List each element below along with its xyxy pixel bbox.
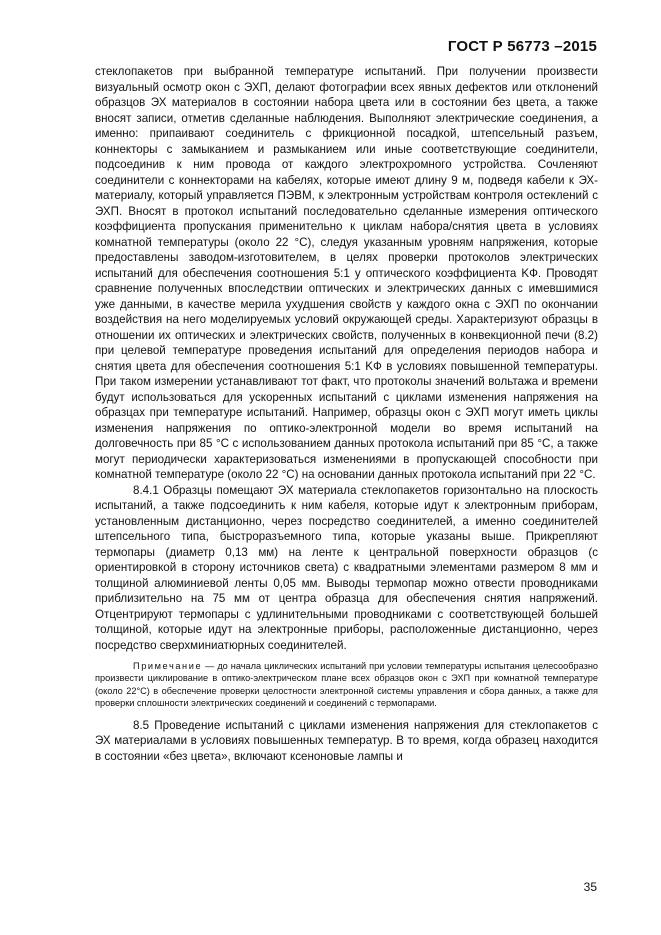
paragraph-continuation: стеклопакетов при выбранной температуре испытаний. При получении произвести визуальный осмотр окон с ЭХП, делают фотографии всех явных дефектов или отклонений образцов ЭХ материалов в состоянии набора цвета или в состоянии без цвета, а также вносят записи, отметив сделанные наблюдения. Выполняют электрические соединения, а именно: припаивают соединитель с фрикционной посадкой, штепсельный разъем, коннекторы с замыканием и размыканием или иные соответствующие соединители, подсоединив к ним провода от каждого электрохромного устройства. Сочленяют соединители с коннекторами на кабелях, которые имеют длину 9 м, подведя кабели к ЭХ-материалу, который управляется ПЭВМ, к электронным устройствам контроля остеклений с ЭХП. Вносят в протокол испытаний последовательно сделанные измерения оптического коэффициента пропускания применительно к циклам набора/снятия цвета в условиях комнатной температуры (около 22 °С), следуя указанным уровням напряжения, которые предоставлены заводом-изготовителем, в целях проверки протоколов электрических испытаний для обеспечения соотношения 5:1 у оптического коэффициента KФ. Проводят сравнение полученных впоследствии оптических и электрических данных с имевшимися уже данными, в качестве мерила ухудшения свойств у каждого окна с ЭХП по окончании воздействия на него моделируемых условий окружающей среды. Характеризуют образцы в отношении их оптических и электрических свойств, полученных в конвекционной печи (8.2) при целевой температуре проведения испытаний для определения периодов набора и снятия цвета для обеспечения соотношения 5:1 KФ в условиях повышенной температуры. При таком измерении устанавливают тот факт, что протоколы значений вольтажа и времени будут использоваться для ускоренных испытаний с циклами изменения напряжения на образцах при температуре испытаний. Например, образцы окон с ЭХП могут иметь циклы изменения напряжения по оптико-электронной модели во время испытаний на долговечность при 85 °С с использованием данных протокола испытаний при 85 °С, а также могут периодически характеризоваться изменениями в пропускающей способности при комнатной температуре (около 22 °С) на основании данных протокола испытаний при 22 °С. xyxy=(95,65,598,481)
document-body xyxy=(95,64,598,764)
note-text: — до начала циклических испытаний при условии температуры испытания целесообразно произвести циклирование в оптико-электрическом плане всех образцов окон с ЭХП при комнатной температуре (около 22°С) в обеспечение проверки целостности электронной системы управления и сбора данных, а также для проверки сплошности электрических соединений и соединений с термопарами. xyxy=(95,661,598,709)
page-number: 35 xyxy=(583,880,597,894)
paragraph-8-4-1: 8.4.1 Образцы помещают ЭХ материала стеклопакетов горизонтально на плоскость испытаний, а также подсоединить к ним кабеля, которые идут к электронным приборам, установленным дистанционно, через посредство соединителей, а именно соединителей штепсельного типа, быстроразъемного типа, которые указаны выше. Прикрепляют термопары (диаметр 0,13 мм) на ленте к центральной поверхности образцов (с ориентировкой в сторону источников света) с квадратными элементами размером 8 мм и толщиной алюминиевой ленты 0,05 мм. Выводы термопар можно отвести проводниками приблизительно на 75 мм от центра образца для обеспечения снятия напряжений. Отцентрируют термопары с удлинительными проводниками с соответствующей большей толщиной, которые идут на электронные приборы, расположенные дистанционно, через посредство сверхминиатюрных соединителей. xyxy=(95,483,598,652)
paragraph-8-5: 8.5 Проведение испытаний с циклами изменения напряжения для стеклопакетов с ЭХ материалами в условиях повышенных температур. В то время, когда образец находится в состоянии «без цвета», включают ксеноновые лампы и xyxy=(95,718,598,763)
note-label: Примечание xyxy=(133,661,203,671)
standard-designation: ГОСТ Р 56773 –2015 xyxy=(447,38,597,55)
note xyxy=(95,660,598,710)
